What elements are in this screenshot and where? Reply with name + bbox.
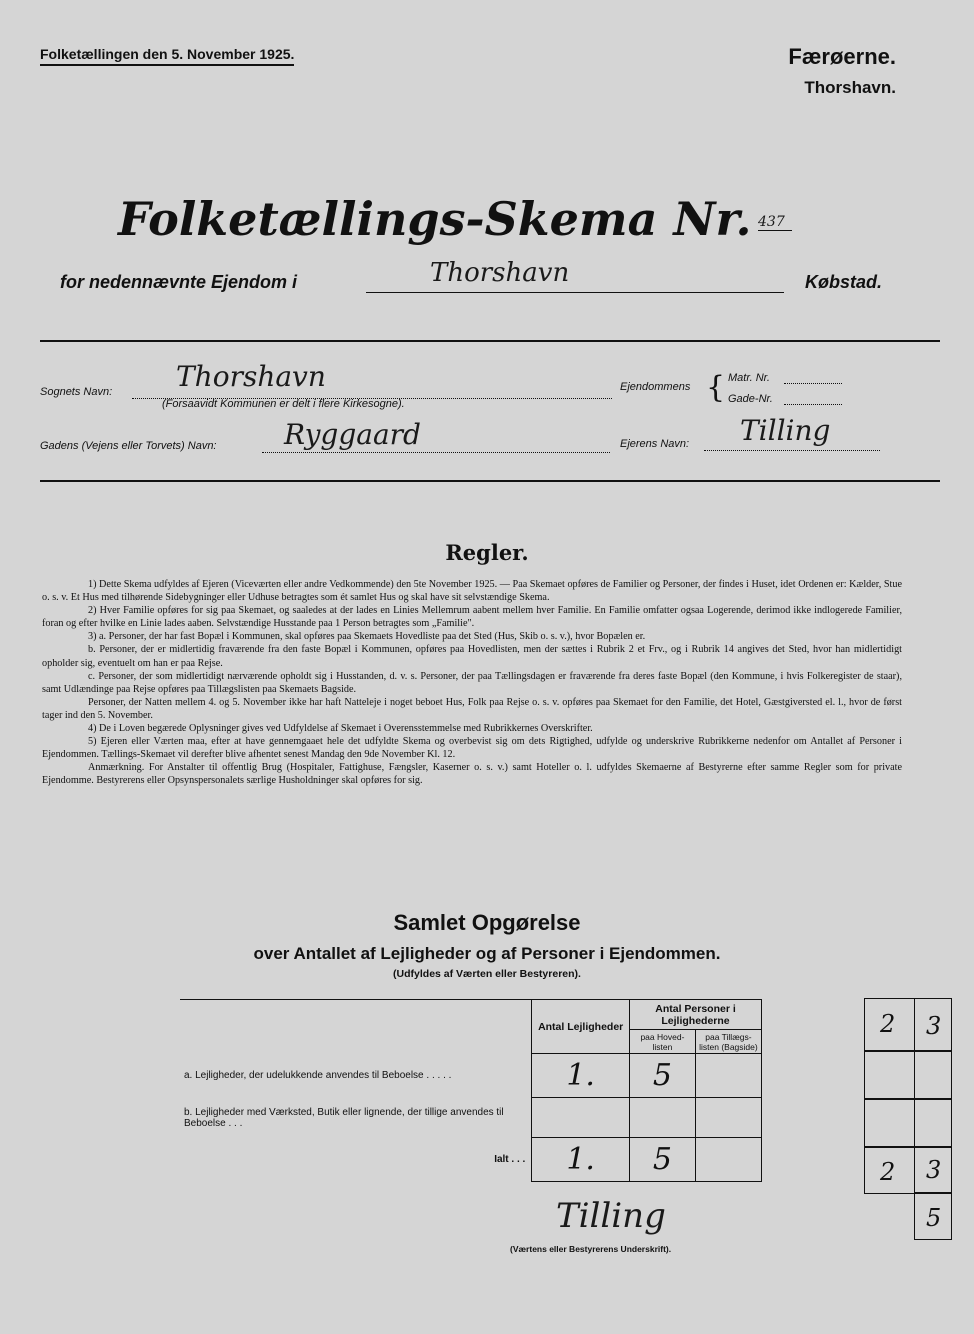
matr-blank <box>784 383 842 384</box>
property-line-prefix: for nedennævnte Ejendom i <box>60 272 298 292</box>
rule-paragraph: c. Personer, der som midlertidigt nærværende opholdt sig i Husstanden, d. v. s. Personer, der paa Tællingsdagen er fraværende fra deres faste Bopæl (den Kommune, i hvis Folkeregister de staar), samt Udlændinge paa Rejse opføres paa Tillægslisten paa Skemaets Bagside. <box>42 670 902 695</box>
total-apartments: 1. <box>532 1138 630 1182</box>
side-divider <box>914 998 915 1192</box>
property-town-value: Thorshavn <box>430 258 570 288</box>
property-line-suffix: Købstad. <box>804 272 882 292</box>
row-a-apartments: 1. <box>532 1054 630 1098</box>
brace-icon: { <box>706 370 726 405</box>
side-row-2 <box>864 1050 952 1100</box>
rule-paragraph: Personer, der Natten mellem 4. og 5. November ikke har haft Natteleje i noget beboet Hus, Folk paa Rejse o. s. v. opføres paa Skemaet for den Familie, det Hotel, Gæstgiversted el. l., hvor de først tager ind den 5. November. <box>42 696 902 721</box>
row-b-supp <box>695 1098 761 1138</box>
total-supp <box>695 1138 761 1182</box>
rules-heading: Regler. <box>445 540 529 565</box>
property-label: Ejendommens <box>620 381 691 393</box>
parish-note: (Forsaavidt Kommunen er delt i flere Kirkesogne). <box>162 398 405 410</box>
region-header: Færøerne. <box>788 44 896 69</box>
gade-nr-blank <box>784 404 842 405</box>
table-row <box>180 1138 762 1182</box>
owner-value: Tilling <box>740 414 831 447</box>
total-main: 5 <box>630 1138 696 1182</box>
owner-label: Ejerens Navn: <box>620 438 690 450</box>
schema-number: 437 <box>758 214 792 231</box>
property-line-blank <box>366 292 784 293</box>
rule-paragraph: b. Personer, der er midlertidig fraværende fra den faste Bopæl i Kommunen, opføres paa Hovedlisten, men der sættes i Rubrik 2 et Frv., og i Rubrik 14 angives det Sted, hvor han midlertidigt opholder sig, eventuelt om han er paa Rejse. <box>42 644 902 669</box>
rule-paragraph: 1) Dette Skema udfyldes af Ejeren (Viceværten eller andre Vedkommende) den 5te November 1925. — Paa Skemaet opføres de Familier og Personer, der findes i Huset, idet Ordenen er: Kælder, Stue o. s. v. Et Hus med tilhørende Sidebygninger eller Udhuse betragtes som ét samlet Hus og skal have sit selvstændige Skema. <box>42 579 902 604</box>
side-row-3 <box>864 1098 952 1148</box>
row-a-main: 5 <box>630 1054 696 1098</box>
signature-label: (Værtens eller Bestyrerens Underskrift). <box>510 1244 672 1254</box>
rule-paragraph: 2) Hver Familie opføres for sig paa Skemaet, og saaledes at der lades en Linies Mellemrum aabent mellem hver Familie. En Familie omfatter ogsaa Logerende, derimod ikke indlogerede Familier, foran og efter hvilke en Linie lades aaben. Selvstændige Husstande paa 1 Person betragtes som „Familie". <box>42 605 902 630</box>
side-r5: 5 <box>926 1204 942 1232</box>
city-header: Thorshavn. <box>804 78 896 97</box>
rule-paragraph: 5) Ejeren eller Værten maa, efter at have gennemgaaet hele det udfyldte Skema og overbevist sig om dets Rigtighed, udfylde og underskrive Rubrikkerne nedenfor om Antallet af Personer i Ejendommen. Tællings-Skemaet vil derefter blive afhentet senest Mandag den 9de November Kl. 12. <box>42 736 902 761</box>
street-label: Gadens (Vejens eller Torvets) Navn: <box>40 440 217 452</box>
rule-paragraph: Anmærkning. For Anstalter til offentlig Brug (Hospitaler, Fattighuse, Fængsler, Kaserner o. s. v.) samt Hoteller o. l. udfyldes Skemaerne af Bestyrerne efter samme Regler som for private Ejendomme. Bestyrerens eller Opsynspersonalets særlige Husholdninger skal opføres for sig. <box>42 762 902 787</box>
summary-subheading: over Antallet af Lejligheder og af Personer i Ejendommen. <box>253 944 721 963</box>
side-r4-right: 3 <box>926 1156 942 1184</box>
signature-value: Tilling <box>556 1196 666 1236</box>
total-label: Ialt . . . <box>180 1138 532 1182</box>
form-title: Folketællings-Skema Nr. <box>118 192 752 246</box>
summary-table <box>180 999 762 1182</box>
street-value: Ryggaard <box>284 418 421 451</box>
table-row <box>180 1054 762 1098</box>
side-r1-left: 2 <box>880 1010 896 1038</box>
summary-note: (Udfyldes af Værten eller Bestyreren). <box>393 968 581 980</box>
rules-text <box>42 578 902 788</box>
owner-blank <box>704 450 880 451</box>
gade-nr-label: Gade-Nr. <box>728 393 773 405</box>
parish-label: Sognets Navn: <box>40 386 113 398</box>
row-a-label: a. Lejligheder, der udelukkende anvendes til Beboelse . . . . . <box>180 1054 532 1098</box>
row-b-label: b. Lejligheder med Værksted, Butik eller lignende, der tillige anvendes til Beboelse . . . <box>180 1098 532 1138</box>
divider-bottom <box>40 480 940 482</box>
parish-value: Thorshavn <box>176 360 326 393</box>
col-persons-header: Antal Personer i Lejlighederne <box>630 1000 762 1030</box>
side-r4-left: 2 <box>880 1158 896 1186</box>
rule-paragraph: 4) De i Loven begærede Oplysninger gives ved Udfyldelse af Skemaet i Overensstemmelse med Rubrikkernes Overskrifter. <box>88 723 593 735</box>
rule-paragraph: 3) a. Personer, der har fast Bopæl i Kommunen, skal opføres paa Skemaets Hovedliste paa det Sted (Hus, Skib o. s. v.), hvor Bopælen er. <box>88 631 646 643</box>
col-apartments-header: Antal Lejligheder <box>532 1000 630 1054</box>
street-blank <box>262 452 610 453</box>
col-main-list-header: paa Hoved-listen <box>630 1030 696 1054</box>
row-a-supp <box>695 1054 761 1098</box>
row-b-apartments <box>532 1098 630 1138</box>
divider-top <box>40 340 940 342</box>
table-row <box>180 1098 762 1138</box>
census-date-header: Folketællingen den 5. November 1925. <box>40 46 294 66</box>
matr-label: Matr. Nr. <box>728 372 770 384</box>
row-b-main <box>630 1098 696 1138</box>
col-supp-list-header: paa Tillægs-listen (Bagside) <box>695 1030 761 1054</box>
summary-heading: Samlet Opgørelse <box>393 910 581 935</box>
side-r1-right: 3 <box>926 1012 942 1040</box>
summary-header-blank <box>180 1000 532 1054</box>
